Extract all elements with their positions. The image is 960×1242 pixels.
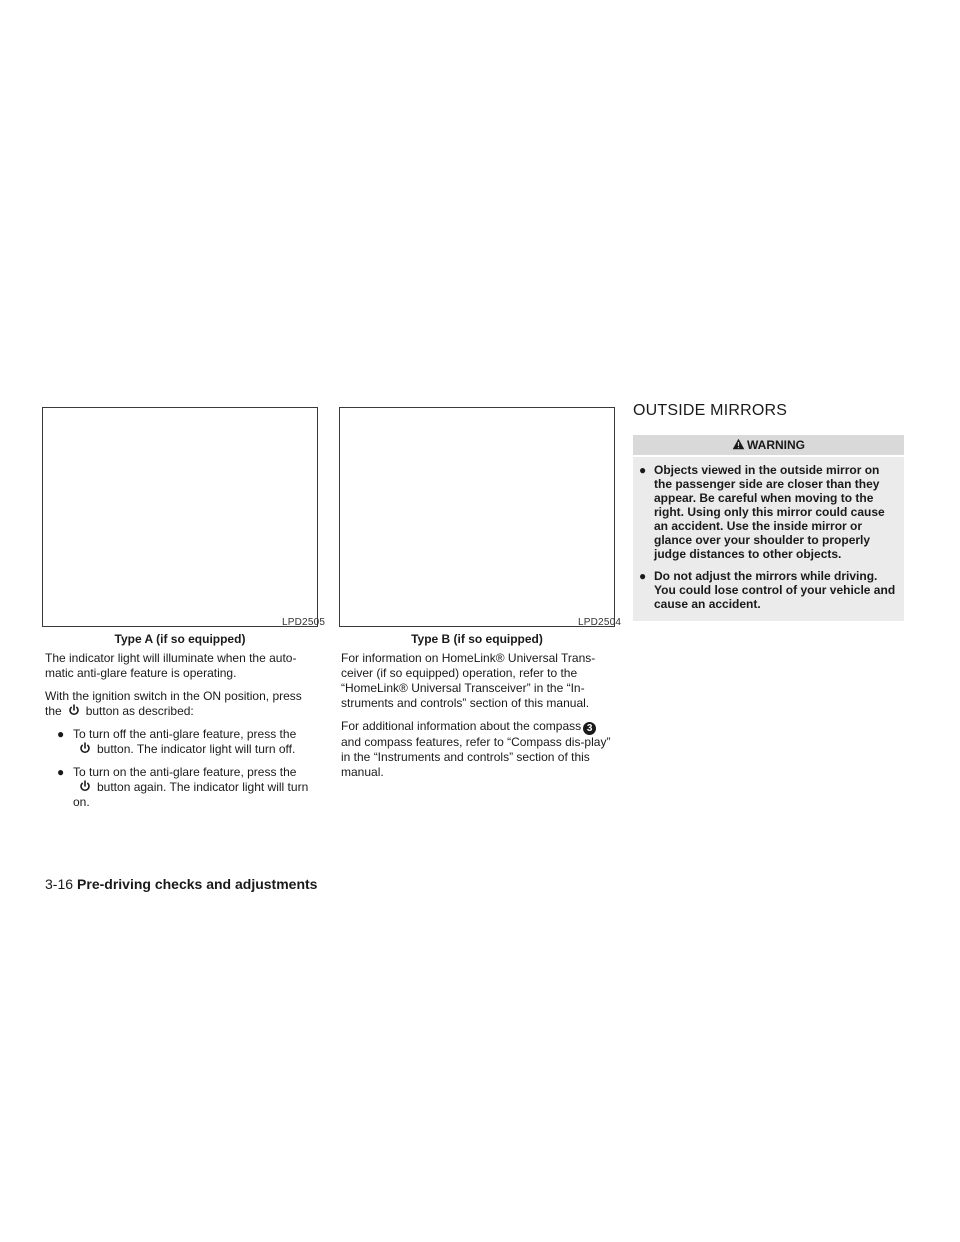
bullet-turn-off	[45, 727, 320, 757]
warning-item-text: Objects viewed in the outside mirror on the passenger side are closer than they appear. Be careful when moving to the right. Using only this mirror could cause an accident. Use the inside mirror or glance over your shoulder to properly judge distances to other objects.	[654, 463, 885, 561]
page-footer	[45, 876, 317, 892]
power-button-icon	[73, 780, 97, 795]
bullet-turn-on-text: To turn on the anti-glare feature, press the	[73, 765, 297, 779]
section-title: OUTSIDE MIRRORS	[633, 402, 788, 419]
paragraph-compass-text: For additional information about the compass	[341, 719, 582, 733]
warning-item	[639, 463, 900, 561]
paragraph-indicator: The indicator light will illuminate when the auto-matic anti-glare feature is operating.	[45, 651, 297, 680]
figure-type-a	[42, 407, 318, 627]
paragraph-ignition-text: With the ignition switch in the ON position, press the	[45, 689, 302, 718]
bullet-dot: ●	[57, 727, 65, 741]
bullet-turn-off-text-end: button. The indicator light will turn off.	[97, 742, 296, 756]
chapter-title: Pre-driving checks and adjustments	[77, 876, 318, 892]
power-button-icon	[62, 704, 86, 719]
middle-column	[341, 651, 616, 788]
bullet-dot: ●	[57, 765, 65, 779]
paragraph-homelink: For information on HomeLink® Universal Trans-ceiver (if so equipped) operation, refer to the “HomeLink® Universal Transceiver” in the “In-struments and controls” section of this manual.	[341, 651, 596, 710]
bullet-turn-on-text-end: button again. The indicator light will turn on.	[73, 780, 309, 809]
figure-caption-a: Type A (if so equipped)	[114, 632, 246, 646]
warning-header	[633, 435, 904, 455]
paragraph-ignition-text-end: button as described:	[85, 704, 194, 718]
power-button-icon	[73, 742, 97, 757]
warning-item-text: Do not adjust the mirrors while driving. You could lose control of your vehicle and cause an accident.	[654, 569, 896, 611]
bullet-turn-off-text: To turn off the anti-glare feature, press the	[73, 727, 297, 741]
bullet-dot: ●	[639, 569, 647, 583]
callout-number-3: 3	[583, 722, 596, 735]
paragraph-ignition	[45, 689, 320, 719]
bullet-dot: ●	[639, 463, 647, 477]
figure-code-b: LPD2504	[578, 617, 622, 628]
figure-caption-b: Type B (if so equipped)	[411, 632, 543, 646]
left-column	[45, 651, 320, 818]
page-number: 3-16	[45, 876, 74, 892]
figure-type-b	[339, 407, 615, 627]
warning-body	[633, 457, 904, 621]
warning-triangle-icon	[732, 438, 747, 452]
figure-code-a: LPD2505	[282, 617, 326, 628]
bullet-turn-on	[45, 765, 320, 810]
warning-title: WARNING	[747, 438, 805, 452]
warning-item	[639, 569, 900, 611]
paragraph-compass-text-end: and compass features, refer to “Compass dis-play” in the “Instruments and controls” section of this manual.	[341, 735, 611, 779]
paragraph-compass	[341, 719, 616, 780]
